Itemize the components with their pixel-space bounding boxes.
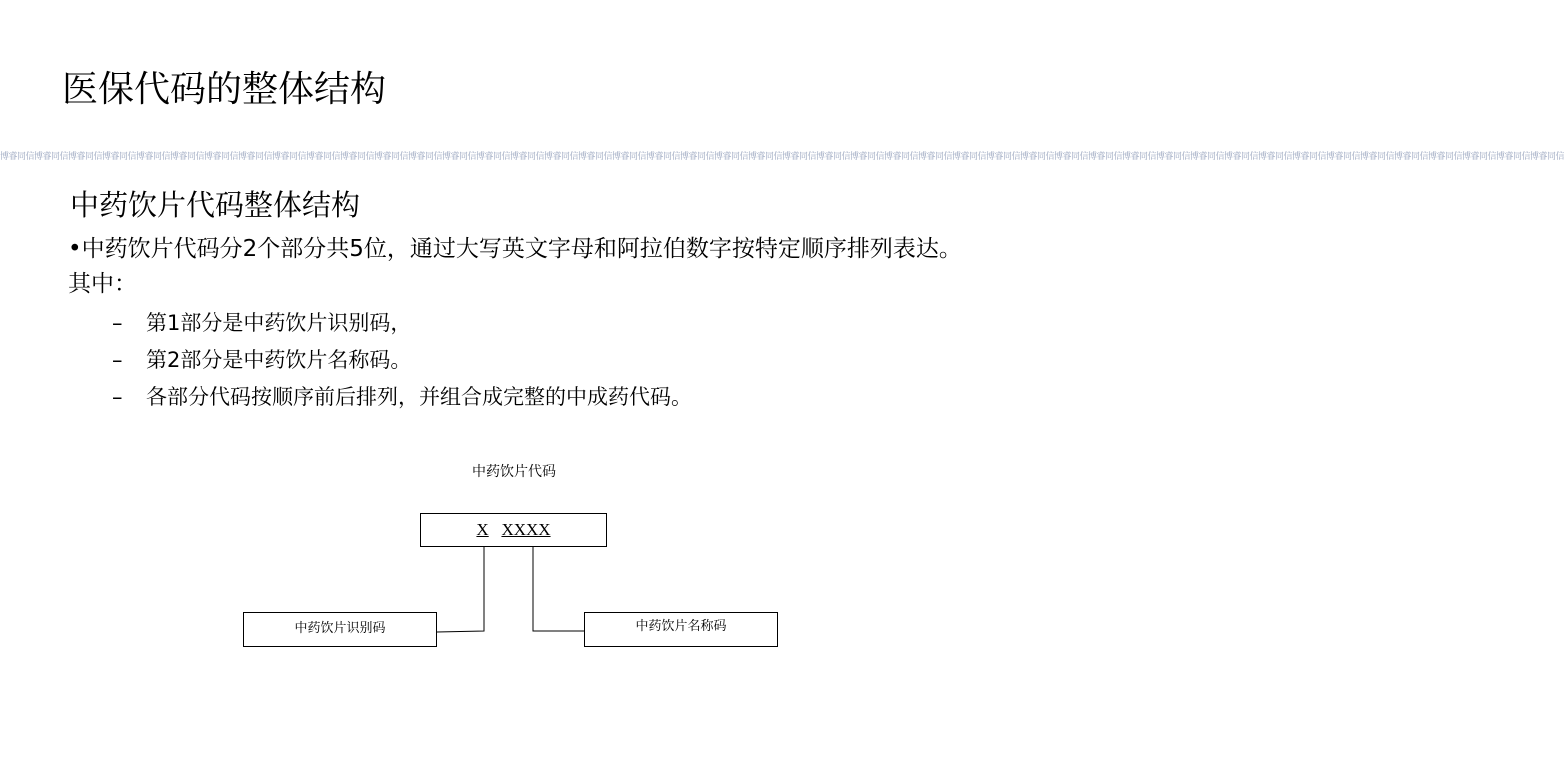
dash-marker: – — [112, 311, 123, 335]
sub-item-text: 第2部分是中药饮片名称码。 — [146, 348, 412, 372]
diagram-title: 中药饮片代码 — [472, 464, 556, 480]
watermark-band: 博睿同信博睿同信博睿同信博睿同信博睿同信博睿同信博睿同信博睿同信博睿同信博睿同信博睿同信博睿同信博睿同信博睿同信博睿同信博睿同信博睿同信博睿同信博睿同信博睿同信博睿同信博睿同信博睿同信博睿同信博睿同信博睿同信博睿同信博睿同信博睿同信博睿同信博睿同信博睿同信博睿同信博睿同信博睿同信博睿同信博睿同信博睿同信博睿同信博睿同信博睿同信博睿同信博睿同信博睿同信博睿同信博睿同信 — [0, 152, 1564, 162]
sub-item-text: 第1部分是中药饮片识别码， — [146, 311, 412, 335]
section-heading: 中药饮片代码整体结构 — [70, 188, 361, 222]
sub-item-text: 各部分代码按顺序前后排列，并组合成完整的中成药代码。 — [146, 385, 692, 409]
dash-marker: – — [112, 348, 123, 372]
bullet-paragraph: •中药饮片代码分2个部分共5位，通过大写英文字母和阿拉伯数字按特定顺序排列表达。其中： — [68, 236, 962, 297]
code-part-2: XXXX — [501, 520, 551, 539]
name-code-box: 中药饮片名称码 — [584, 612, 778, 647]
right-connector — [533, 547, 584, 631]
identifier-code-box: 中药饮片识别码 — [243, 612, 437, 647]
slide-title: 医保代码的整体结构 — [62, 69, 387, 110]
left-connector — [437, 547, 484, 632]
code-part-1: X — [476, 520, 489, 539]
dash-marker: – — [112, 385, 123, 409]
code-box — [420, 513, 607, 547]
